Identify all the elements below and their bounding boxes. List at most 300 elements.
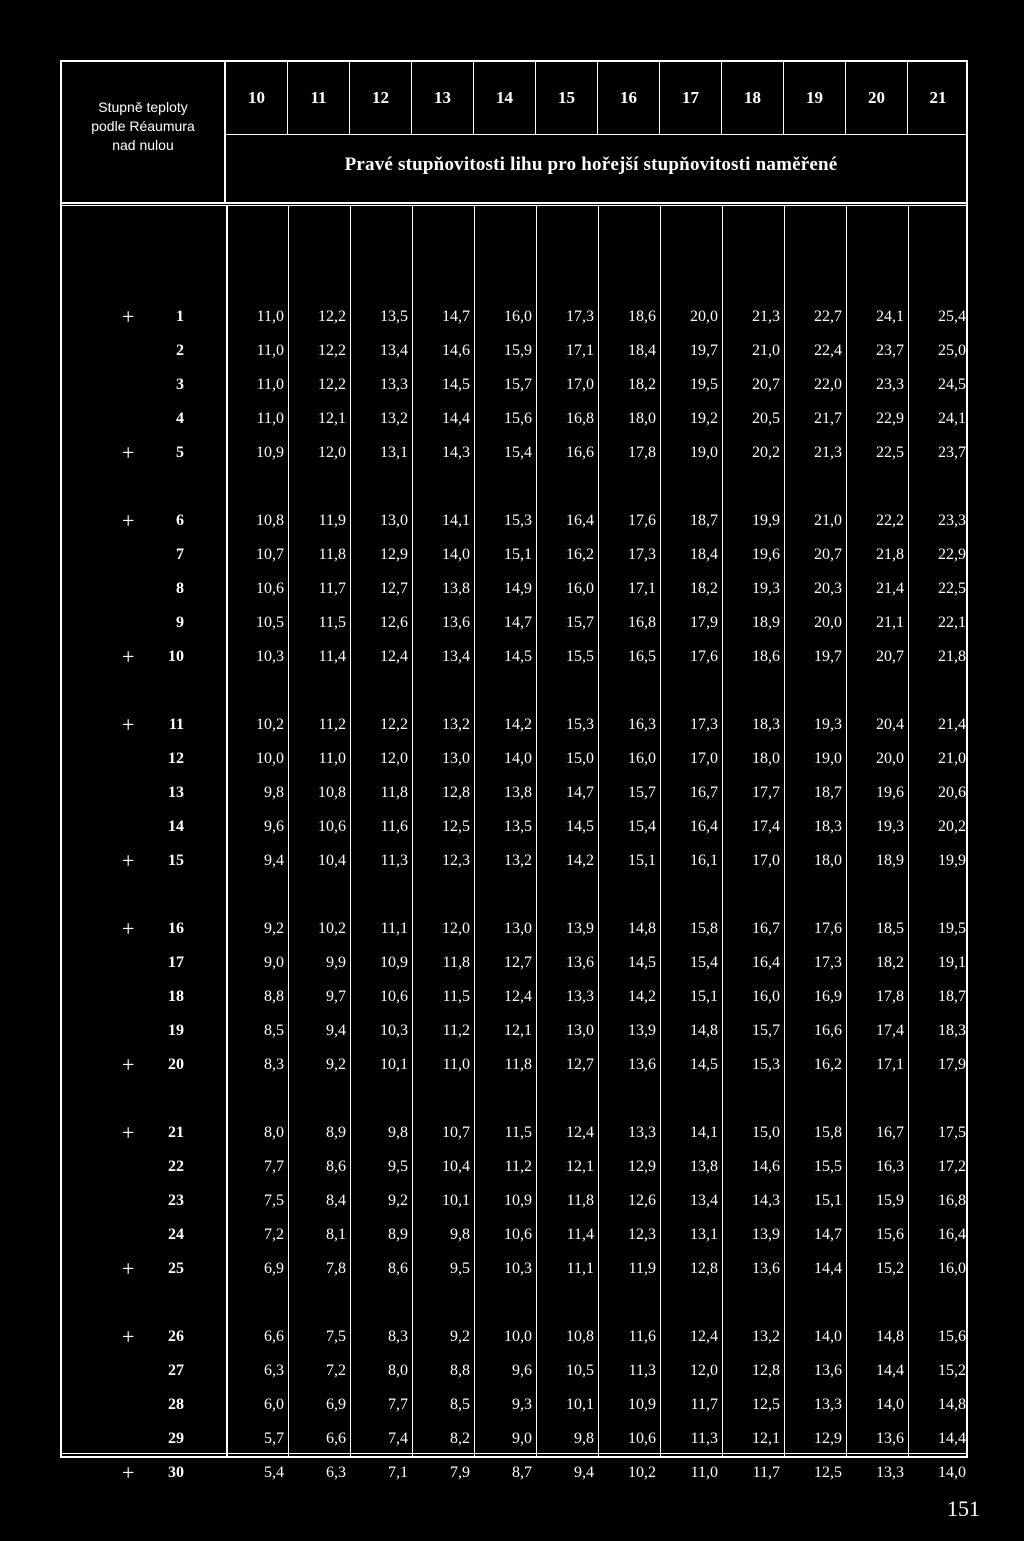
- table-cell: 22,1: [938, 614, 966, 631]
- table-cell: 15,7: [566, 614, 594, 631]
- table-cell: 15,3: [504, 512, 532, 529]
- table-cell: 14,7: [442, 308, 470, 325]
- table-cell: 15,6: [938, 1328, 966, 1345]
- table-cell: 7,5: [326, 1328, 346, 1345]
- column-header: 15: [536, 62, 598, 134]
- table-cell: 17,0: [752, 852, 780, 869]
- table-cell: 13,8: [504, 784, 532, 801]
- table-cell: 21,0: [938, 750, 966, 767]
- table-cell: 10,5: [256, 614, 284, 631]
- table-cell: 19,3: [752, 580, 780, 597]
- plus-sign: +: [122, 848, 135, 873]
- table-cell: 16,7: [876, 1124, 904, 1141]
- row-temperature: 2: [176, 342, 184, 359]
- table-cell: 14,4: [442, 410, 470, 427]
- table-cell: 14,5: [566, 818, 594, 835]
- table-cell: 13,6: [814, 1362, 842, 1379]
- table-cell: 10,8: [566, 1328, 594, 1345]
- table-cell: 20,6: [938, 784, 966, 801]
- table-cell: 11,3: [690, 1430, 718, 1447]
- table-row: [62, 436, 968, 470]
- table-cell: 14,1: [442, 512, 470, 529]
- row-temperature: 25: [168, 1260, 184, 1277]
- table-cell: 17,5: [938, 1124, 966, 1141]
- table-cell: 22,5: [876, 444, 904, 461]
- table-cell: 15,4: [628, 818, 656, 835]
- table-cell: 12,2: [318, 376, 346, 393]
- table-cell: 19,7: [814, 648, 842, 665]
- table-cell: 7,1: [388, 1464, 408, 1481]
- table-cell: 20,7: [876, 648, 904, 665]
- table-cell: 10,9: [256, 444, 284, 461]
- table-cell: 22,9: [876, 410, 904, 427]
- table-cell: 13,5: [504, 818, 532, 835]
- header-label-line: podle Réaumura: [91, 118, 195, 134]
- table-cell: 10,6: [504, 1226, 532, 1243]
- table-cell: 7,8: [326, 1260, 346, 1277]
- row-temperature: 1: [176, 308, 184, 325]
- table-cell: 10,1: [380, 1056, 408, 1073]
- table-cell: 16,0: [938, 1260, 966, 1277]
- table-cell: 12,7: [380, 580, 408, 597]
- table-cell: 10,0: [504, 1328, 532, 1345]
- table-cell: 14,8: [690, 1022, 718, 1039]
- table-row: [62, 1184, 968, 1218]
- table-cell: 14,6: [752, 1158, 780, 1175]
- table-cell: 8,6: [388, 1260, 408, 1277]
- table-cell: 13,6: [752, 1260, 780, 1277]
- column-header: 21: [929, 88, 947, 107]
- table-frame: [60, 60, 968, 1485]
- page-number: 151: [947, 1496, 980, 1521]
- table-cell: 17,3: [690, 716, 718, 733]
- table-cell: 24,1: [876, 308, 904, 325]
- table-cell: 11,8: [504, 1056, 532, 1073]
- row-temperature: 23: [168, 1192, 184, 1209]
- table-cell: 18,2: [690, 580, 718, 597]
- table-cell: 13,9: [566, 920, 594, 937]
- table-cell: 12,0: [690, 1362, 718, 1379]
- table-cell: 11,5: [504, 1124, 532, 1141]
- table-cell: 19,5: [690, 376, 718, 393]
- table-cell: 21,1: [876, 614, 904, 631]
- table-cell: 13,4: [380, 342, 408, 359]
- table-cell: 10,4: [318, 852, 346, 869]
- table-cell: 9,7: [326, 988, 346, 1005]
- table-cell: 11,0: [318, 750, 346, 767]
- table-cell: 14,2: [504, 716, 532, 733]
- table-cell: 16,7: [690, 784, 718, 801]
- table-cell: 18,4: [690, 546, 718, 563]
- table-cell: 8,9: [326, 1124, 346, 1141]
- bottom-rule: [62, 1453, 966, 1456]
- table-cell: 15,6: [876, 1226, 904, 1243]
- row-temperature: 24: [168, 1226, 184, 1243]
- table-cell: 11,7: [752, 1464, 780, 1481]
- plus-sign: +: [122, 1052, 135, 1077]
- table-cell: 13,0: [380, 512, 408, 529]
- table-row: [62, 946, 968, 980]
- table-cell: 11,2: [318, 716, 346, 733]
- table-cell: 15,4: [504, 444, 532, 461]
- table-cell: 13,2: [442, 716, 470, 733]
- table-cell: 15,7: [752, 1022, 780, 1039]
- table-cell: 11,1: [566, 1260, 594, 1277]
- table-row: [62, 1048, 968, 1082]
- table-cell: 14,6: [442, 342, 470, 359]
- table-cell: 19,9: [752, 512, 780, 529]
- table-row: [62, 640, 968, 674]
- row-temperature: 18: [168, 988, 184, 1005]
- table-cell: 14,8: [938, 1396, 966, 1413]
- table-cell: 9,5: [450, 1260, 470, 1277]
- table-cell: 8,3: [388, 1328, 408, 1345]
- table-cell: 16,1: [690, 852, 718, 869]
- table-cell: 17,8: [876, 988, 904, 1005]
- table-row: [62, 572, 968, 606]
- row-temperature: 19: [168, 1022, 184, 1039]
- table-cell: 10,1: [566, 1396, 594, 1413]
- table-cell: 8,9: [388, 1226, 408, 1243]
- row-temperature: 16: [168, 920, 184, 937]
- table-cell: 13,3: [628, 1124, 656, 1141]
- table-cell: 14,5: [504, 648, 532, 665]
- table-cell: 10,5: [566, 1362, 594, 1379]
- row-temperature: 28: [168, 1396, 184, 1413]
- table-row: [62, 742, 968, 776]
- plus-sign: +: [122, 644, 135, 669]
- table-cell: 20,0: [690, 308, 718, 325]
- table-cell: 16,6: [814, 1022, 842, 1039]
- table-cell: 9,0: [512, 1430, 532, 1447]
- table-cell: 10,4: [442, 1158, 470, 1175]
- table-cell: 15,7: [628, 784, 656, 801]
- table-cell: 12,1: [504, 1022, 532, 1039]
- table-cell: 16,4: [752, 954, 780, 971]
- table-cell: 14,4: [876, 1362, 904, 1379]
- table-cell: 19,9: [938, 852, 966, 869]
- table-cell: 17,3: [566, 308, 594, 325]
- table-cell: 22,4: [814, 342, 842, 359]
- table-row: [62, 1218, 968, 1252]
- table-cell: 22,7: [814, 308, 842, 325]
- table-cell: 8,6: [326, 1158, 346, 1175]
- table-cell: 14,3: [442, 444, 470, 461]
- table-cell: 17,1: [628, 580, 656, 597]
- plus-sign: +: [122, 712, 135, 737]
- table-cell: 15,3: [752, 1056, 780, 1073]
- table-cell: 6,3: [326, 1464, 346, 1481]
- table-cell: 9,8: [450, 1226, 470, 1243]
- table-cell: 17,6: [814, 920, 842, 937]
- table-cell: 18,7: [938, 988, 966, 1005]
- table-cell: 10,3: [504, 1260, 532, 1277]
- table-cell: 15,1: [504, 546, 532, 563]
- table-cell: 15,8: [814, 1124, 842, 1141]
- table-cell: 16,0: [628, 750, 656, 767]
- table-cell: 14,0: [876, 1396, 904, 1413]
- table-cell: 18,6: [628, 308, 656, 325]
- table-cell: 19,3: [876, 818, 904, 835]
- plus-sign: +: [122, 304, 135, 329]
- table-cell: 18,6: [752, 648, 780, 665]
- table-cell: 11,2: [504, 1158, 532, 1175]
- table-cell: 20,7: [814, 546, 842, 563]
- plus-sign: +: [122, 508, 135, 533]
- column-header: 18: [722, 62, 784, 134]
- plus-sign: +: [122, 916, 135, 941]
- table-cell: 20,3: [814, 580, 842, 597]
- table-cell: 7,5: [264, 1192, 284, 1209]
- row-temperature: 10: [168, 648, 184, 665]
- table-row: [62, 300, 968, 334]
- table-cell: 12,6: [380, 614, 408, 631]
- table-cell: 12,0: [442, 920, 470, 937]
- row-temperature: 3: [176, 376, 184, 393]
- table-cell: 19,7: [690, 342, 718, 359]
- table-cell: 11,5: [318, 614, 346, 631]
- table-cell: 6,6: [264, 1328, 284, 1345]
- table-cell: 14,4: [938, 1430, 966, 1447]
- table-cell: 18,7: [690, 512, 718, 529]
- table-cell: 11,8: [566, 1192, 594, 1209]
- table-cell: 8,2: [450, 1430, 470, 1447]
- table-cell: 13,2: [380, 410, 408, 427]
- row-temperature: 12: [168, 750, 184, 767]
- table-cell: 11,4: [566, 1226, 594, 1243]
- table-cell: 15,9: [876, 1192, 904, 1209]
- table-cell: 7,2: [264, 1226, 284, 1243]
- table-cell: 14,7: [814, 1226, 842, 1243]
- table-cell: 13,0: [566, 1022, 594, 1039]
- table-row: [62, 1354, 968, 1388]
- table-cell: 13,5: [380, 308, 408, 325]
- table-cell: 9,8: [388, 1124, 408, 1141]
- table-cell: 8,0: [264, 1124, 284, 1141]
- plus-sign: +: [122, 1120, 135, 1145]
- table-cell: 9,6: [264, 818, 284, 835]
- table-cell: 11,4: [318, 648, 346, 665]
- table-cell: 18,0: [752, 750, 780, 767]
- table-cell: 11,0: [690, 1464, 718, 1481]
- table-cell: 22,2: [876, 512, 904, 529]
- table-cell: 8,8: [450, 1362, 470, 1379]
- table-cell: 11,0: [256, 308, 284, 325]
- table-cell: 7,7: [388, 1396, 408, 1413]
- header-divider: [226, 134, 966, 135]
- table-cell: 10,6: [628, 1430, 656, 1447]
- header-label-line: Stupně teploty: [98, 99, 188, 115]
- table-cell: 8,3: [264, 1056, 284, 1073]
- table-cell: 14,5: [628, 954, 656, 971]
- table-cell: 17,3: [628, 546, 656, 563]
- table-cell: 13,1: [690, 1226, 718, 1243]
- table-cell: 13,9: [752, 1226, 780, 1243]
- table-cell: 18,0: [814, 852, 842, 869]
- table-cell: 13,0: [504, 920, 532, 937]
- table-cell: 11,2: [442, 1022, 470, 1039]
- table-cell: 24,1: [938, 410, 966, 427]
- row-temperature: 14: [168, 818, 184, 835]
- table-cell: 16,3: [628, 716, 656, 733]
- table-cell: 20,5: [752, 410, 780, 427]
- table-cell: 12,7: [504, 954, 532, 971]
- row-temperature: 11: [168, 716, 184, 733]
- table-cell: 11,6: [628, 1328, 656, 1345]
- table-cell: 15,8: [690, 920, 718, 937]
- table-cell: 8,0: [388, 1362, 408, 1379]
- table-cell: 18,2: [628, 376, 656, 393]
- table-cell: 15,0: [566, 750, 594, 767]
- table-cell: 15,1: [628, 852, 656, 869]
- table-cell: 17,6: [690, 648, 718, 665]
- table-cell: 14,5: [442, 376, 470, 393]
- table-cell: 11,9: [318, 512, 346, 529]
- table-row: [62, 1150, 968, 1184]
- table-cell: 6,3: [264, 1362, 284, 1379]
- table-cell: 12,5: [814, 1464, 842, 1481]
- table-cell: 14,2: [566, 852, 594, 869]
- table-cell: 12,4: [690, 1328, 718, 1345]
- table-cell: 16,0: [752, 988, 780, 1005]
- table-cell: 19,6: [752, 546, 780, 563]
- table-cell: 25,4: [938, 308, 966, 325]
- row-temperature: 13: [168, 784, 184, 801]
- table-cell: 9,4: [326, 1022, 346, 1039]
- table-row: [62, 1388, 968, 1422]
- column-header: 10: [226, 62, 288, 134]
- table-cell: 16,4: [938, 1226, 966, 1243]
- table-cell: 14,0: [938, 1464, 966, 1481]
- table-cell: 11,8: [318, 546, 346, 563]
- table-cell: 15,1: [814, 1192, 842, 1209]
- column-header: 14: [474, 62, 536, 134]
- table-cell: 9,4: [264, 852, 284, 869]
- table-cell: 13,0: [442, 750, 470, 767]
- table-cell: 9,4: [574, 1464, 594, 1481]
- table-cell: 10,9: [504, 1192, 532, 1209]
- row-temperature: 5: [176, 444, 184, 461]
- table-cell: 12,9: [814, 1430, 842, 1447]
- table-row: [62, 538, 968, 572]
- header-label-cell: [62, 62, 226, 202]
- header-label-line: nad nulou: [112, 137, 174, 153]
- row-temperature: 27: [168, 1362, 184, 1379]
- plus-sign: +: [122, 1324, 135, 1349]
- table-cell: 12,4: [504, 988, 532, 1005]
- table-cell: 23,7: [938, 444, 966, 461]
- row-temperature: 30: [168, 1464, 184, 1481]
- table-cell: 12,1: [318, 410, 346, 427]
- plus-sign: +: [122, 440, 135, 465]
- table-cell: 20,2: [752, 444, 780, 461]
- table-row: [62, 1456, 968, 1490]
- table-cell: 13,6: [628, 1056, 656, 1073]
- table-cell: 8,4: [326, 1192, 346, 1209]
- table-cell: 12,4: [380, 648, 408, 665]
- table-cell: 12,5: [442, 818, 470, 835]
- table-cell: 20,2: [938, 818, 966, 835]
- row-temperature: 7: [176, 546, 184, 563]
- table-row: [62, 844, 968, 878]
- table-cell: 15,3: [566, 716, 594, 733]
- table-cell: 16,8: [566, 410, 594, 427]
- table-cell: 16,6: [566, 444, 594, 461]
- table-cell: 7,9: [450, 1464, 470, 1481]
- table-cell: 12,2: [318, 342, 346, 359]
- table-cell: 9,2: [326, 1056, 346, 1073]
- table-body: [62, 206, 968, 1485]
- table-cell: 9,6: [512, 1362, 532, 1379]
- table-cell: 12,4: [566, 1124, 594, 1141]
- table-cell: 12,3: [442, 852, 470, 869]
- table-cell: 12,2: [318, 308, 346, 325]
- table-cell: 12,0: [318, 444, 346, 461]
- table-cell: 13,3: [814, 1396, 842, 1413]
- table-cell: 22,0: [814, 376, 842, 393]
- table-cell: 10,9: [380, 954, 408, 971]
- table-cell: 23,7: [876, 342, 904, 359]
- table-cell: 7,2: [326, 1362, 346, 1379]
- table-cell: 10,2: [256, 716, 284, 733]
- table-cell: 10,1: [442, 1192, 470, 1209]
- table-cell: 19,3: [814, 716, 842, 733]
- table-cell: 15,2: [876, 1260, 904, 1277]
- table-cell: 13,2: [504, 852, 532, 869]
- table-cell: 19,0: [690, 444, 718, 461]
- table-cell: 18,0: [628, 410, 656, 427]
- column-header: 11: [288, 62, 350, 134]
- table-cell: 13,8: [690, 1158, 718, 1175]
- table-cell: 12,9: [628, 1158, 656, 1175]
- table-cell: 21,8: [938, 648, 966, 665]
- table-cell: 12,0: [380, 750, 408, 767]
- table-cell: 13,8: [442, 580, 470, 597]
- table-cell: 9,5: [388, 1158, 408, 1175]
- table-row: [62, 912, 968, 946]
- table-cell: 18,3: [814, 818, 842, 835]
- table-cell: 13,6: [566, 954, 594, 971]
- table-row: [62, 334, 968, 368]
- table-cell: 5,7: [264, 1430, 284, 1447]
- table-cell: 14,0: [504, 750, 532, 767]
- table-cell: 9,9: [326, 954, 346, 971]
- row-temperature: 17: [168, 954, 184, 971]
- table-cell: 23,3: [938, 512, 966, 529]
- table-cell: 5,4: [264, 1464, 284, 1481]
- table-cell: 22,5: [938, 580, 966, 597]
- table-cell: 18,9: [876, 852, 904, 869]
- table-row: [62, 980, 968, 1014]
- table-cell: 10,6: [256, 580, 284, 597]
- table-cell: 10,2: [318, 920, 346, 937]
- table-cell: 20,7: [752, 376, 780, 393]
- table-cell: 11,9: [628, 1260, 656, 1277]
- table-cell: 17,2: [938, 1158, 966, 1175]
- table-cell: 9,3: [512, 1396, 532, 1413]
- table-cell: 6,6: [326, 1430, 346, 1447]
- table-cell: 20,0: [876, 750, 904, 767]
- table-cell: 15,4: [690, 954, 718, 971]
- table-row: [62, 1320, 968, 1354]
- column-header: 16: [598, 62, 660, 134]
- table-cell: 14,5: [690, 1056, 718, 1073]
- table-cell: 15,2: [938, 1362, 966, 1379]
- table-cell: 8,5: [450, 1396, 470, 1413]
- table-cell: 18,7: [814, 784, 842, 801]
- table-row: [62, 1422, 968, 1456]
- table-cell: 18,4: [628, 342, 656, 359]
